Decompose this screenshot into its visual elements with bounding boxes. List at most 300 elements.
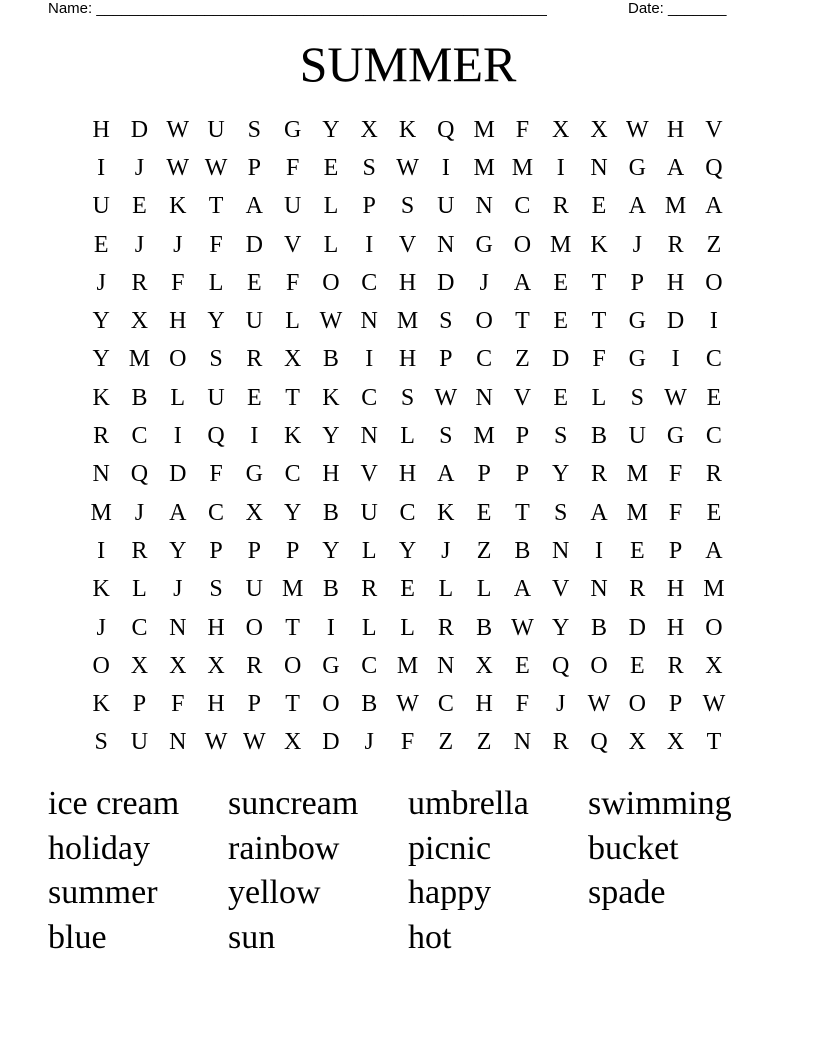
grid-letter: N xyxy=(590,576,608,603)
grid-letter: N xyxy=(552,537,570,564)
grid-letter: D xyxy=(322,729,340,756)
grid-letter: H xyxy=(322,461,340,488)
grid-letter: Y xyxy=(322,423,340,450)
grid-letter: M xyxy=(128,346,151,373)
grid-letter: U xyxy=(92,193,110,220)
grid-letter: E xyxy=(93,231,109,258)
word-list-item: suncream xyxy=(228,785,359,822)
grid-letter: H xyxy=(398,346,417,373)
grid-letter: Y xyxy=(322,537,340,564)
grid-letter: B xyxy=(476,614,493,641)
grid-letter: X xyxy=(666,729,685,756)
grid-letter: O xyxy=(705,614,723,641)
grid-letter: O xyxy=(283,652,302,679)
grid-letter: E xyxy=(247,269,262,296)
grid-letter: W xyxy=(702,691,726,718)
grid-letter: K xyxy=(590,231,608,258)
grid-letter: K xyxy=(437,499,455,526)
grid-letter: Y xyxy=(552,461,570,488)
grid-letter: L xyxy=(438,576,454,603)
grid-letter: A xyxy=(628,193,646,220)
grid-letter: O xyxy=(590,652,608,679)
grid-letter: E xyxy=(553,308,569,335)
grid-letter: M xyxy=(396,652,419,679)
grid-letter: S xyxy=(554,499,568,526)
grid-letter: X xyxy=(360,116,378,143)
grid-letter: U xyxy=(207,116,225,143)
word-list-item: ice cream xyxy=(48,785,180,822)
grid-letter: W xyxy=(204,154,228,181)
grid-letter: M xyxy=(511,154,534,181)
grid-letter: E xyxy=(476,499,492,526)
grid-letter: I xyxy=(671,346,680,373)
grid-letter: E xyxy=(247,384,262,411)
word-list-item: sun xyxy=(228,919,276,957)
grid-letter: Y xyxy=(169,537,187,564)
grid-letter: E xyxy=(323,154,339,181)
grid-letter: S xyxy=(400,193,415,220)
grid-letter: D xyxy=(628,614,646,641)
grid-letter: U xyxy=(628,423,646,450)
grid-letter: E xyxy=(553,269,569,296)
grid-letter: A xyxy=(705,537,723,564)
grid-letter: B xyxy=(361,691,378,718)
grid-letter: J xyxy=(134,499,145,526)
grid-letter: B xyxy=(591,614,608,641)
grid-letter: T xyxy=(706,729,722,756)
grid-letter: E xyxy=(629,537,645,564)
grid-letter: U xyxy=(360,499,378,526)
grid-letter: R xyxy=(437,614,454,641)
grid-letter: E xyxy=(132,193,147,220)
grid-letter: H xyxy=(398,461,417,488)
grid-letter: D xyxy=(552,346,570,373)
grid-letter: D xyxy=(437,269,455,296)
grid-letter: R xyxy=(131,269,148,296)
grid-letter: O xyxy=(322,691,340,718)
grid-letter: K xyxy=(169,193,187,220)
grid-letter: N xyxy=(513,729,532,756)
grid-letter: N xyxy=(360,308,378,335)
grid-letter: M xyxy=(626,461,648,488)
grid-letter: X xyxy=(283,729,302,756)
grid-letter: Y xyxy=(398,537,417,564)
grid-letter: G xyxy=(322,652,340,679)
grid-letter: G xyxy=(283,116,302,143)
grid-letter: J xyxy=(96,614,106,641)
grid-letter: J xyxy=(479,269,489,296)
grid-letter: F xyxy=(668,499,683,526)
grid-letter: P xyxy=(132,691,147,718)
grid-letter: R xyxy=(667,652,684,679)
grid-letter: K xyxy=(92,576,110,603)
grid-letter: W xyxy=(396,691,419,718)
grid-letter: H xyxy=(666,614,685,641)
grid-letter: B xyxy=(322,576,339,603)
grid-letter: J xyxy=(173,576,183,603)
word-list xyxy=(48,782,768,961)
worksheet-header xyxy=(0,0,816,20)
grid-letter: X xyxy=(552,116,570,143)
grid-letter: I xyxy=(97,154,106,181)
grid-letter: P xyxy=(247,154,262,181)
grid-letter: E xyxy=(629,652,645,679)
word-list-item: yellow xyxy=(228,874,321,912)
grid-letter: X xyxy=(245,499,263,526)
grid-letter: Y xyxy=(322,116,340,143)
word-list-item: bucket xyxy=(588,829,679,867)
grid-letter: X xyxy=(130,308,149,335)
grid-letter: L xyxy=(323,193,339,220)
grid-letter: O xyxy=(92,652,110,679)
grid-letter: S xyxy=(439,423,453,450)
grid-letter: Y xyxy=(92,346,110,373)
grid-letter: P xyxy=(362,193,376,220)
grid-letter: L xyxy=(361,614,377,641)
grid-letter: W xyxy=(511,614,534,641)
grid-letter: A xyxy=(245,193,263,220)
grid-letter: O xyxy=(245,614,263,641)
grid-letter: R xyxy=(667,231,684,258)
grid-letter: C xyxy=(399,499,416,526)
grid-letter: F xyxy=(171,269,185,296)
grid-letter: V xyxy=(360,461,378,488)
grid-letter: Z xyxy=(476,537,492,564)
grid-letter: I xyxy=(173,423,182,450)
grid-letter: N xyxy=(360,423,378,450)
grid-letter: U xyxy=(245,576,263,603)
grid-letter: P xyxy=(209,537,223,564)
grid-letter: M xyxy=(473,116,495,143)
word-list-item: summer xyxy=(48,874,158,912)
grid-letter: T xyxy=(591,308,607,335)
grid-letter: I xyxy=(709,308,718,335)
grid-letter: C xyxy=(361,384,378,411)
grid-letter: U xyxy=(207,384,225,411)
grid-letter: P xyxy=(247,537,262,564)
grid-letter: Z xyxy=(706,231,722,258)
grid-letter: W xyxy=(319,308,343,335)
grid-letter: N xyxy=(169,614,187,641)
grid-letter: H xyxy=(666,576,685,603)
grid-letter: L xyxy=(208,269,224,296)
grid-letter: T xyxy=(591,269,607,296)
grid-letter: M xyxy=(473,154,495,181)
grid-letter: U xyxy=(283,193,302,220)
grid-letter: N xyxy=(590,154,608,181)
grid-letter: M xyxy=(281,576,304,603)
grid-letter: W xyxy=(204,729,228,756)
grid-letter: M xyxy=(703,576,725,603)
grid-letter: B xyxy=(322,499,339,526)
grid-letter: H xyxy=(475,691,493,718)
grid-letter: W xyxy=(434,384,458,411)
grid-letter: V xyxy=(705,116,723,143)
grid-letter: S xyxy=(439,308,453,335)
grid-letter: G xyxy=(628,346,646,373)
grid-letter: X xyxy=(283,346,302,373)
grid-letter: E xyxy=(591,193,607,220)
grid-letter: O xyxy=(475,308,493,335)
grid-letter: T xyxy=(208,193,224,220)
grid-letter: B xyxy=(131,384,148,411)
grid-letter: G xyxy=(628,154,646,181)
grid-letter: S xyxy=(630,384,644,411)
grid-letter: P xyxy=(668,537,683,564)
word-list-item: holiday xyxy=(48,829,150,867)
grid-letter: D xyxy=(169,461,187,488)
grid-letter: P xyxy=(477,461,491,488)
grid-letter: C xyxy=(514,193,531,220)
grid-letter: Q xyxy=(130,461,149,488)
grid-letter: J xyxy=(173,231,183,258)
grid-letter: B xyxy=(591,423,608,450)
grid-letter: Q xyxy=(207,423,225,450)
grid-letter: E xyxy=(400,576,415,603)
grid-letter: W xyxy=(587,691,611,718)
grid-letter: F xyxy=(400,729,415,756)
grid-letter: R xyxy=(246,346,263,373)
grid-letter: R xyxy=(246,652,263,679)
grid-letter: F xyxy=(285,269,300,296)
grid-letter: I xyxy=(97,537,106,564)
grid-letter: W xyxy=(396,154,419,181)
grid-letter: M xyxy=(396,308,419,335)
grid-letter: D xyxy=(130,116,149,143)
grid-letter: K xyxy=(322,384,340,411)
grid-letter: R xyxy=(552,729,569,756)
grid-letter: S xyxy=(247,116,262,143)
grid-letter: R xyxy=(705,461,722,488)
grid-letter: K xyxy=(92,384,110,411)
grid-letter: H xyxy=(398,269,417,296)
grid-letter: P xyxy=(515,423,530,450)
grid-letter: G xyxy=(628,308,646,335)
grid-letter: P xyxy=(439,346,453,373)
grid-letter: F xyxy=(209,231,223,258)
grid-letter: C xyxy=(361,652,378,679)
grid-letter: R xyxy=(629,576,646,603)
grid-letter: C xyxy=(705,346,722,373)
grid-letter: W xyxy=(243,729,266,756)
word-list-item: rainbow xyxy=(228,829,340,867)
date-field: Date: _______ xyxy=(628,0,727,17)
grid-letter: J xyxy=(441,537,451,564)
word-list-item: blue xyxy=(48,919,107,957)
grid-letter: M xyxy=(664,193,687,220)
grid-letter: V xyxy=(513,384,532,411)
grid-letter: J xyxy=(134,154,145,181)
grid-letter: P xyxy=(630,269,644,296)
grid-letter: K xyxy=(92,691,110,718)
word-list-item: picnic xyxy=(408,829,492,867)
grid-letter: C xyxy=(131,423,148,450)
grid-letter: X xyxy=(628,729,646,756)
grid-letter: E xyxy=(706,384,722,411)
grid-letter: T xyxy=(515,308,530,335)
grid-letter: S xyxy=(362,154,376,181)
grid-letter: H xyxy=(666,116,685,143)
grid-letter: M xyxy=(626,499,648,526)
grid-letter: C xyxy=(476,346,493,373)
grid-letter: H xyxy=(666,269,685,296)
grid-letter: I xyxy=(326,614,335,641)
grid-letter: Z xyxy=(476,729,492,756)
grid-letter: F xyxy=(285,154,300,181)
grid-letter: A xyxy=(437,461,455,488)
grid-letter: Y xyxy=(207,308,225,335)
word-list-item: hot xyxy=(408,919,452,957)
word-list-item: spade xyxy=(588,874,666,912)
grid-letter: G xyxy=(475,231,493,258)
grid-letter: Q xyxy=(437,116,455,143)
grid-letter: J xyxy=(556,691,566,718)
grid-letter: X xyxy=(130,652,149,679)
grid-letter: M xyxy=(90,499,112,526)
grid-letter: Y xyxy=(552,614,570,641)
grid-letter: R xyxy=(361,576,378,603)
grid-letter: Y xyxy=(283,499,302,526)
grid-letter: N xyxy=(437,231,455,258)
grid-letter: W xyxy=(166,116,190,143)
grid-letter: Q xyxy=(552,652,570,679)
grid-letter: O xyxy=(322,269,340,296)
grid-letter: E xyxy=(553,384,569,411)
grid-letter: Z xyxy=(515,346,530,373)
grid-letter: H xyxy=(92,116,110,143)
grid-letter: T xyxy=(285,614,300,641)
grid-letter: V xyxy=(552,576,570,603)
grid-letter: P xyxy=(668,691,683,718)
grid-letter: O xyxy=(705,269,723,296)
grid-letter: N xyxy=(475,193,493,220)
grid-letter: A xyxy=(513,576,532,603)
grid-letter: S xyxy=(209,576,223,603)
grid-letter: T xyxy=(285,384,300,411)
grid-letter: Q xyxy=(590,729,608,756)
grid-letter: F xyxy=(515,691,530,718)
grid-letter: K xyxy=(283,423,302,450)
grid-letter: K xyxy=(398,116,417,143)
grid-letter: Q xyxy=(705,154,723,181)
grid-letter: H xyxy=(207,614,225,641)
grid-letter: O xyxy=(513,231,532,258)
word-list-item: swimming xyxy=(588,785,732,822)
grid-letter: X xyxy=(207,652,225,679)
grid-letter: U xyxy=(245,308,263,335)
grid-letter: O xyxy=(169,346,187,373)
grid-letter: I xyxy=(250,423,259,450)
grid-letter: X xyxy=(705,652,723,679)
grid-letter: R xyxy=(93,423,110,450)
grid-letter: I xyxy=(441,154,450,181)
word-list-item: umbrella xyxy=(408,785,529,822)
grid-letter: W xyxy=(166,154,190,181)
grid-letter: A xyxy=(666,154,685,181)
grid-letter: F xyxy=(515,116,530,143)
grid-letter: S xyxy=(400,384,415,411)
grid-letter: U xyxy=(437,193,455,220)
grid-letter: X xyxy=(169,652,187,679)
grid-letter: X xyxy=(590,116,608,143)
grid-letter: A xyxy=(705,193,723,220)
grid-letter: B xyxy=(322,346,339,373)
grid-letter: I xyxy=(365,346,374,373)
grid-letter: W xyxy=(625,116,649,143)
grid-letter: M xyxy=(550,231,572,258)
grid-letter: L xyxy=(400,614,415,641)
grid-letter: S xyxy=(554,423,568,450)
grid-letter: L xyxy=(400,423,415,450)
grid-letter: R xyxy=(131,537,148,564)
grid-letter: L xyxy=(361,537,377,564)
grid-letter: D xyxy=(245,231,263,258)
grid-letter: C xyxy=(284,461,301,488)
grid-letter: C xyxy=(361,269,378,296)
grid-letter: G xyxy=(666,423,685,450)
grid-letter: I xyxy=(556,154,565,181)
grid-letter: L xyxy=(476,576,492,603)
grid-letter: J xyxy=(96,269,106,296)
grid-letter: I xyxy=(595,537,603,564)
grid-letter: L xyxy=(132,576,147,603)
grid-letter: L xyxy=(591,384,607,411)
grid-letter: A xyxy=(513,269,532,296)
grid-letter: J xyxy=(134,231,145,258)
grid-letter: F xyxy=(592,346,606,373)
grid-letter: H xyxy=(169,308,187,335)
grid-letter: I xyxy=(365,231,374,258)
grid-letter: U xyxy=(130,729,149,756)
word-list-item: happy xyxy=(408,874,492,912)
grid-letter: V xyxy=(283,231,302,258)
grid-letter: C xyxy=(437,691,454,718)
grid-letter: P xyxy=(285,537,300,564)
grid-letter: J xyxy=(632,231,642,258)
grid-letter: N xyxy=(437,652,455,679)
grid-letter: D xyxy=(666,308,685,335)
grid-letter: G xyxy=(245,461,263,488)
grid-letter: B xyxy=(514,537,531,564)
grid-letter: M xyxy=(473,423,495,450)
page-title: SUMMER xyxy=(299,36,517,92)
grid-letter: L xyxy=(285,308,300,335)
grid-letter: F xyxy=(668,461,683,488)
grid-letter: E xyxy=(515,652,530,679)
grid-letter: O xyxy=(628,691,646,718)
grid-letter: W xyxy=(664,384,687,411)
grid-letter: A xyxy=(590,499,608,526)
grid-letter: J xyxy=(364,729,374,756)
grid-letter: F xyxy=(171,691,185,718)
grid-letter: N xyxy=(475,384,493,411)
grid-letter: C xyxy=(131,614,148,641)
name-field: Name: ______________________________________________________ xyxy=(48,0,547,17)
grid-letter: R xyxy=(591,461,608,488)
grid-letter: N xyxy=(92,461,110,488)
grid-letter: L xyxy=(170,384,186,411)
grid-letter: T xyxy=(515,499,530,526)
letter-grid xyxy=(82,111,733,762)
grid-letter: Y xyxy=(92,308,110,335)
grid-letter: V xyxy=(398,231,417,258)
grid-letter: X xyxy=(475,652,493,679)
grid-letter: H xyxy=(207,691,225,718)
grid-letter: P xyxy=(247,691,262,718)
grid-letter: S xyxy=(94,729,108,756)
grid-letter: T xyxy=(285,691,300,718)
grid-letter: C xyxy=(705,423,722,450)
